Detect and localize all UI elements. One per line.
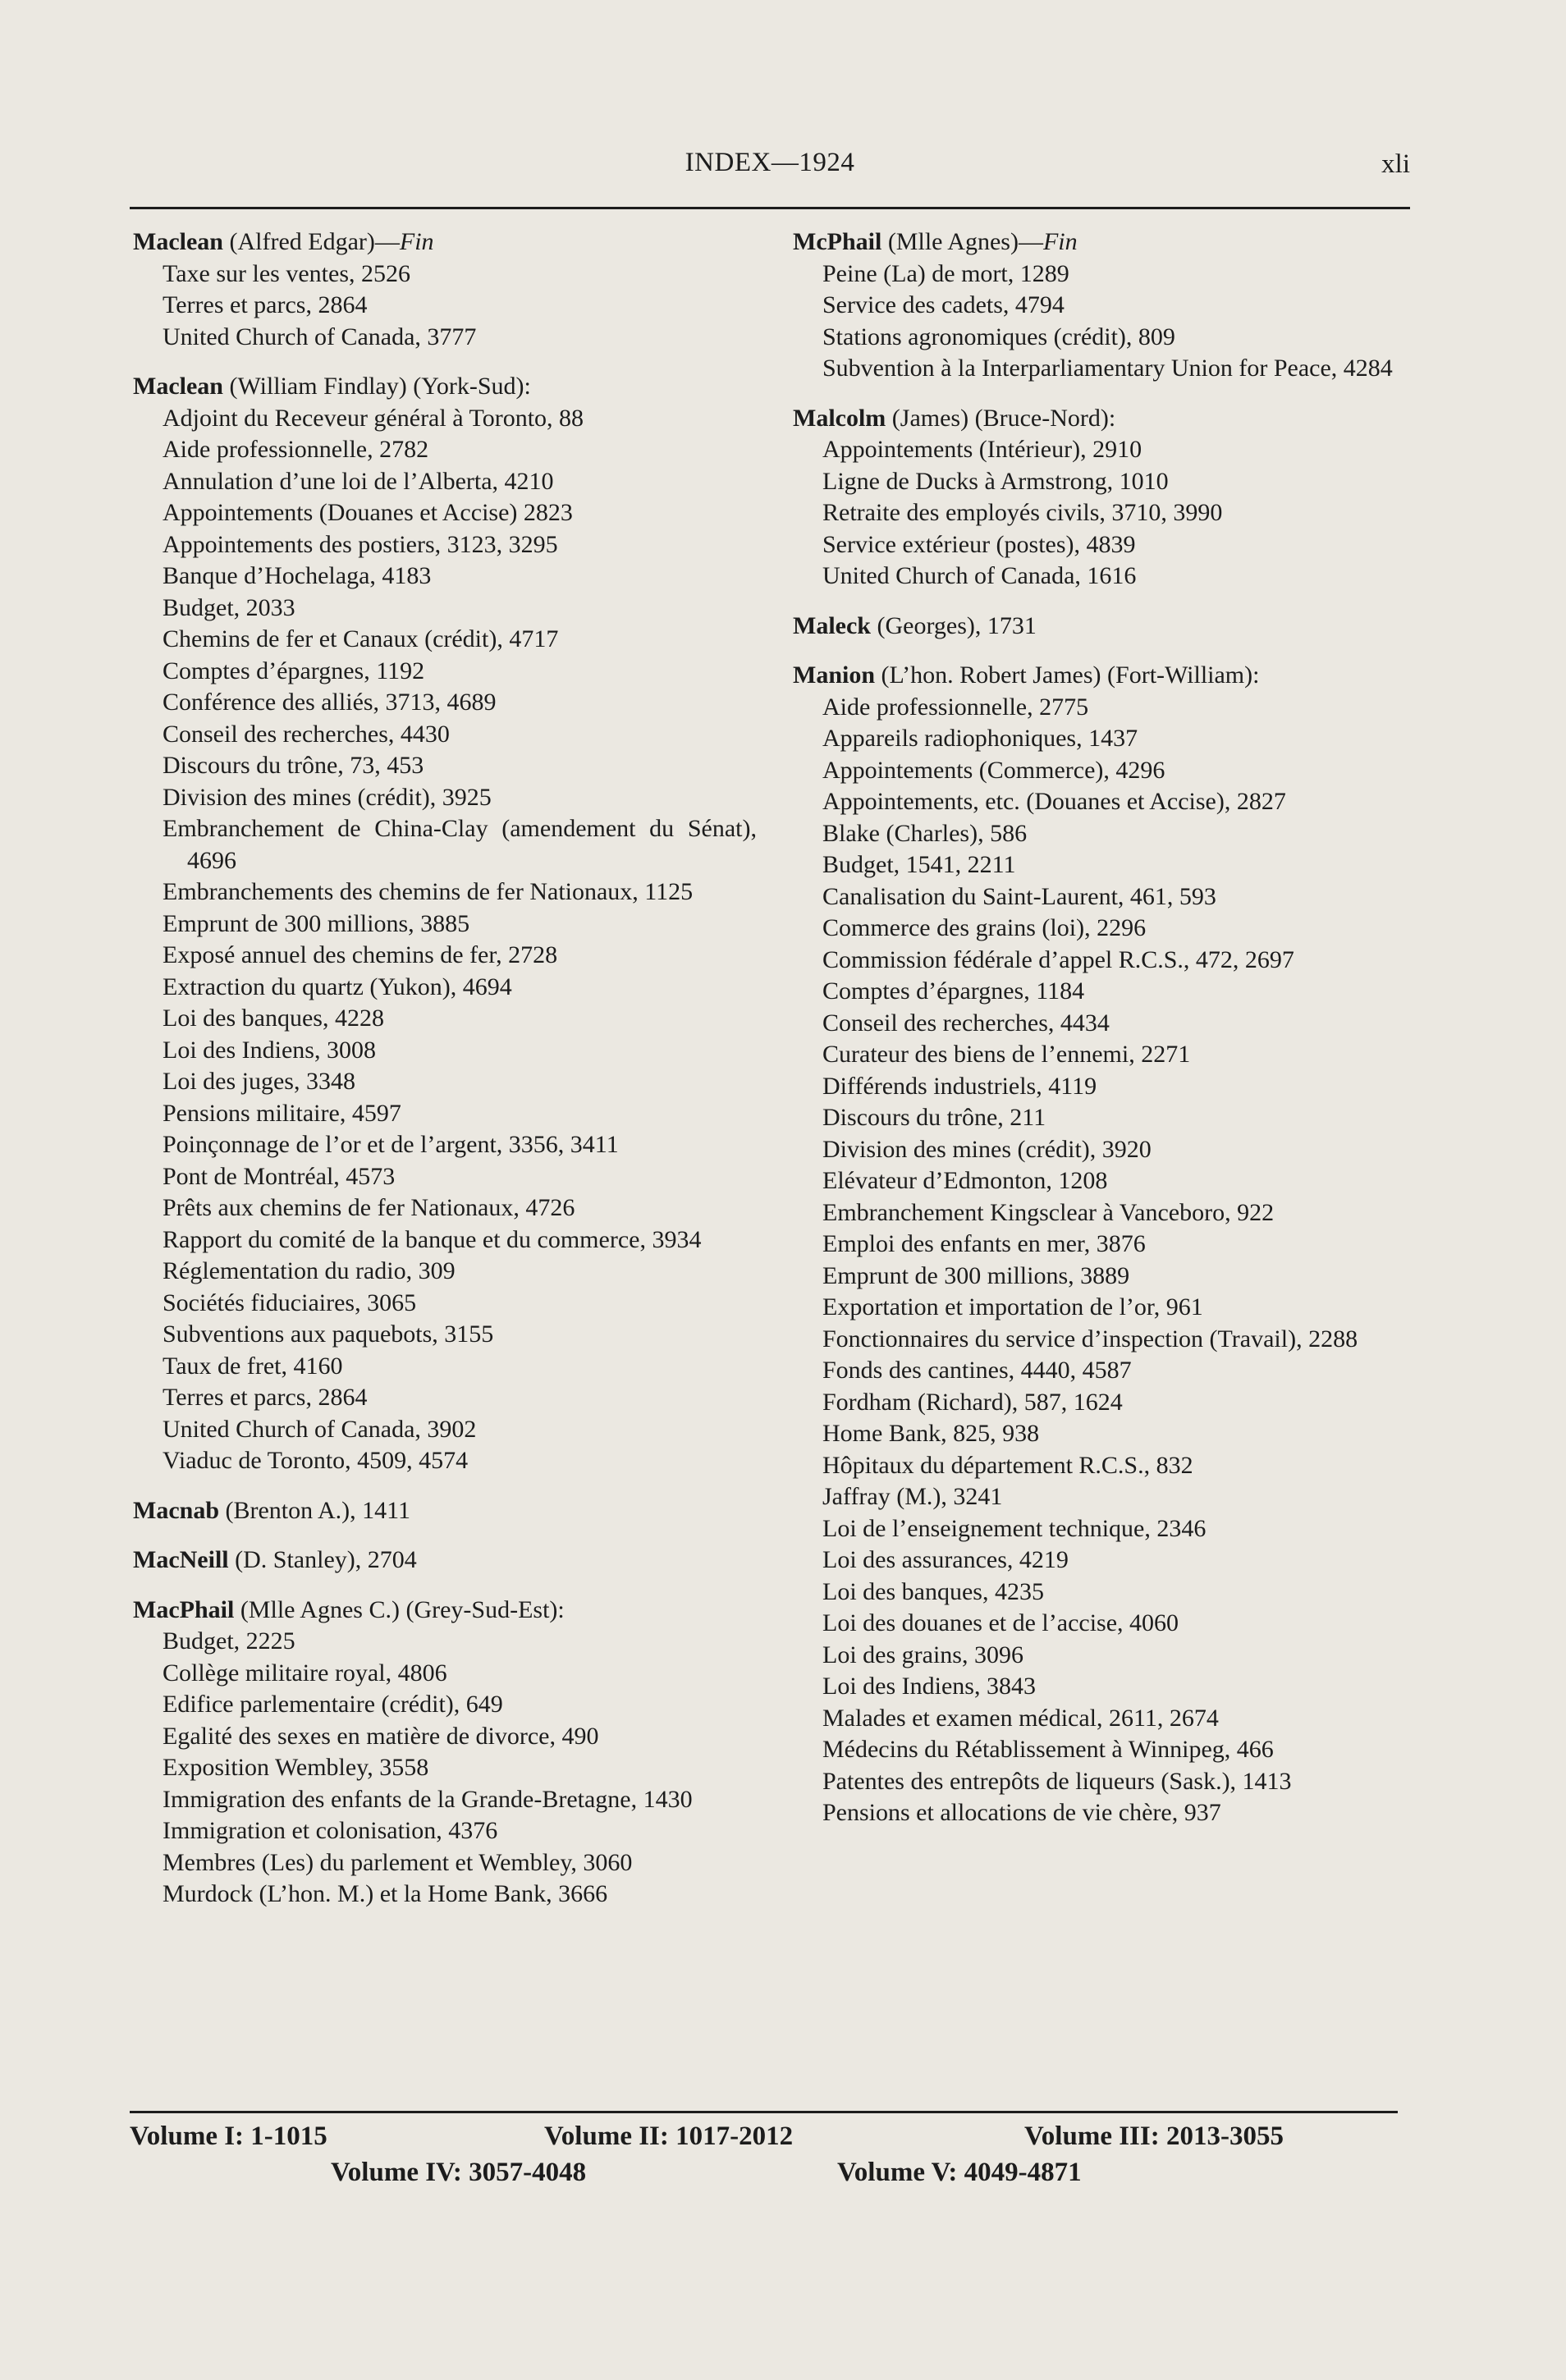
subentry: Stations agronomiques (crédit), 809 — [822, 323, 1175, 350]
entry-name: Manion — [793, 661, 876, 689]
subentry: Fonds des cantines, 4440, 4587 — [822, 1357, 1132, 1384]
subentry: Budget, 2225 — [163, 1627, 295, 1655]
subentry: Pensions et allocations de vie chère, 937 — [822, 1799, 1221, 1826]
entry-fin-marker: Fin — [399, 228, 434, 255]
subentry: Patentes des entrepôts de liqueurs (Sask.), 1413 — [822, 1767, 1292, 1795]
entry-heading — [793, 611, 1408, 643]
index-entry — [793, 660, 1408, 1829]
subentry: Commission fédérale d’appel R.C.S., 472, 2697 — [822, 945, 1294, 973]
index-entry — [133, 1495, 757, 1527]
subentry: Commerce des grains (loi), 2296 — [822, 914, 1147, 941]
subentry: Comptes d’épargnes, 1192 — [163, 657, 425, 684]
entry-heading — [133, 227, 757, 259]
index-entry — [133, 371, 757, 1477]
subentry: Emprunt de 300 millions, 3889 — [822, 1261, 1130, 1289]
subentry: Service des cadets, 4794 — [822, 291, 1065, 318]
subentry: Division des mines (crédit), 3920 — [822, 1135, 1152, 1163]
subentry: Taux de fret, 4160 — [163, 1352, 343, 1380]
entry-heading — [133, 1495, 757, 1527]
subentry: Conférence des alliés, 3713, 4689 — [163, 689, 497, 716]
subentry: Canalisation du Saint-Laurent, 461, 593 — [822, 882, 1216, 910]
footer-rule — [130, 2111, 1398, 2113]
index-entry — [133, 1595, 757, 1911]
subentry: Division des mines (crédit), 3925 — [163, 783, 492, 811]
subentry: Discours du trône, 73, 453 — [163, 752, 424, 779]
subentry: Appointements, etc. (Douanes et Accise), 2827 — [822, 788, 1286, 815]
entry-details: (Mlle Agnes C.) (Grey-Sud-Est): — [234, 1595, 565, 1623]
subentry: Jaffray (M.), 3241 — [822, 1483, 1003, 1510]
entry-heading — [793, 403, 1408, 435]
subentry: Blake (Charles), 586 — [822, 819, 1028, 847]
subentry: Appointements (Intérieur), 2910 — [822, 436, 1142, 463]
header-rule — [130, 207, 1410, 209]
entry-name: MacPhail — [133, 1595, 235, 1623]
page-header — [130, 148, 1410, 197]
subentry: Viaduc de Toronto, 4509, 4574 — [163, 1447, 469, 1474]
subentry: Appointements (Commerce), 4296 — [822, 756, 1165, 784]
subentry: Immigration et colonisation, 4376 — [163, 1817, 498, 1844]
subentry: Curateur des biens de l’ennemi, 2271 — [822, 1041, 1191, 1068]
subentry: Subventions aux paquebots, 3155 — [163, 1320, 494, 1348]
entry-details: (James) (Bruce-Nord): — [886, 404, 1116, 432]
subentry: Subvention à la Interparliamentary Union for Peace, 4284 — [822, 355, 1393, 382]
subentry: Loi des juges, 3348 — [163, 1068, 355, 1095]
subentry: Embranchement de China-Clay (amendement du Sénat), 4696 — [163, 815, 757, 874]
subentry: Taxe sur les ventes, 2526 — [163, 259, 410, 287]
subentry: Emploi des enfants en mer, 3876 — [822, 1230, 1146, 1257]
subentry: Budget, 2033 — [163, 593, 295, 621]
subentry: Loi de l’enseignement technique, 2346 — [822, 1514, 1207, 1542]
subentry: Elévateur d’Edmonton, 1208 — [822, 1167, 1108, 1194]
entry-details: (L’hon. Robert James) (Fort-William): — [875, 661, 1260, 689]
index-entry — [133, 227, 757, 353]
right-column — [793, 227, 1408, 1847]
subentry: Banque d’Hochelaga, 4183 — [163, 562, 432, 589]
subentry: Loi des douanes et de l’accise, 4060 — [822, 1609, 1179, 1636]
subentry: Prêts aux chemins de fer Nationaux, 4726 — [163, 1194, 575, 1221]
subentry: Service extérieur (postes), 4839 — [822, 530, 1136, 558]
entry-details: (Georges), 1731 — [870, 611, 1037, 639]
subentry: Terres et parcs, 2864 — [163, 291, 368, 318]
subentry: Immigration des enfants de la Grande-Bretagne, 1430 — [163, 1785, 693, 1813]
subentry: Discours du trône, 211 — [822, 1104, 1046, 1131]
subentry: Emprunt de 300 millions, 3885 — [163, 909, 470, 937]
entry-name: Macnab — [133, 1496, 219, 1524]
subentry: Extraction du quartz (Yukon), 4694 — [163, 973, 512, 1000]
subentry: Loi des Indiens, 3843 — [822, 1673, 1036, 1700]
left-column — [133, 227, 757, 1929]
index-entry — [133, 1545, 757, 1577]
entry-heading — [133, 1545, 757, 1577]
page-number: xli — [1381, 149, 1410, 179]
subentry: Sociétés fiduciaires, 3065 — [163, 1288, 417, 1316]
subentry: Terres et parcs, 2864 — [163, 1384, 368, 1411]
volume-footer — [130, 2121, 1410, 2204]
entry-name: Maleck — [793, 611, 871, 639]
subentry: Médecins du Rétablissement à Winnipeg, 466 — [822, 1736, 1274, 1763]
entry-heading — [133, 371, 757, 403]
volume-3-range: Volume III: 2013-3055 — [1024, 2121, 1284, 2151]
subentry: Membres (Les) du parlement et Wembley, 3060 — [163, 1848, 633, 1876]
subentry: Conseil des recherches, 4434 — [822, 1009, 1110, 1037]
subentry: Murdock (L’hon. M.) et la Home Bank, 3666 — [163, 1880, 608, 1907]
index-entry — [793, 403, 1408, 593]
subentry: Appointements des postiers, 3123, 3295 — [163, 530, 558, 558]
subentry: Conseil des recherches, 4430 — [163, 720, 450, 748]
subentry: Appareils radiophoniques, 1437 — [822, 725, 1138, 752]
entry-heading — [793, 227, 1408, 259]
entry-name: McPhail — [793, 228, 882, 255]
entry-details: (Brenton A.), 1411 — [219, 1496, 411, 1524]
subentry: Hôpitaux du département R.C.S., 832 — [822, 1451, 1193, 1479]
subentry: Egalité des sexes en matière de divorce, 490 — [163, 1722, 599, 1750]
subentry: Poinçonnage de l’or et de l’argent, 3356, 3411 — [163, 1131, 619, 1158]
subentry: Exposition Wembley, 3558 — [163, 1754, 429, 1781]
subentry: Loi des banques, 4228 — [163, 1005, 384, 1032]
subentry: Peine (La) de mort, 1289 — [822, 259, 1069, 287]
subentry: Loi des assurances, 4219 — [822, 1546, 1069, 1573]
subentry: Aide professionnelle, 2775 — [822, 693, 1089, 721]
subentry: Pont de Montréal, 4573 — [163, 1162, 396, 1190]
subentry: Malades et examen médical, 2611, 2674 — [822, 1704, 1219, 1732]
subentry: Différends industriels, 4119 — [822, 1072, 1097, 1100]
entry-fin-marker: Fin — [1042, 228, 1078, 255]
subentry: Embranchements des chemins de fer Nationaux, 1125 — [163, 878, 694, 905]
subentry: Fordham (Richard), 587, 1624 — [822, 1388, 1123, 1416]
subentry: Budget, 1541, 2211 — [822, 851, 1016, 878]
subentry: Annulation d’une loi de l’Alberta, 4210 — [163, 467, 554, 495]
entry-details: (Mlle Agnes)— — [881, 228, 1043, 255]
subentry: Réglementation du radio, 309 — [163, 1257, 456, 1284]
index-entry — [793, 227, 1408, 385]
subentry: Comptes d’épargnes, 1184 — [822, 977, 1085, 1005]
entry-details: (Alfred Edgar)— — [222, 228, 400, 255]
subentry: Collège militaire royal, 4806 — [163, 1659, 447, 1687]
subentry: Chemins de fer et Canaux (crédit), 4717 — [163, 625, 559, 652]
subentry: Loi des banques, 4235 — [822, 1577, 1044, 1605]
entry-name: Maclean — [133, 228, 223, 255]
entry-name: Maclean — [133, 373, 223, 400]
entry-name: MacNeill — [133, 1546, 229, 1573]
volume-4-range: Volume IV: 3057-4048 — [331, 2158, 587, 2187]
subentry: Embranchement Kingsclear à Vanceboro, 922 — [822, 1198, 1275, 1226]
entry-name: Malcolm — [793, 404, 886, 432]
subentry: Home Bank, 825, 938 — [822, 1420, 1040, 1447]
subentry: United Church of Canada, 3902 — [163, 1415, 477, 1443]
subentry: United Church of Canada, 3777 — [163, 323, 477, 350]
index-entry — [793, 611, 1408, 643]
subentry: Adjoint du Receveur général à Toronto, 88 — [163, 404, 584, 432]
volume-1-range: Volume I: 1-1015 — [130, 2121, 327, 2151]
subentry: Edifice parlementaire (crédit), 649 — [163, 1691, 503, 1718]
entry-details: (William Findlay) (York-Sud): — [222, 373, 531, 400]
entry-heading — [793, 660, 1408, 692]
subentry: Ligne de Ducks à Armstrong, 1010 — [822, 467, 1169, 495]
subentry: Pensions militaire, 4597 — [163, 1099, 401, 1127]
subentry: Retraite des employés civils, 3710, 3990 — [822, 499, 1223, 526]
subentry: Exposé annuel des chemins de fer, 2728 — [163, 941, 558, 968]
entry-details: (D. Stanley), 2704 — [228, 1546, 417, 1573]
subentry: United Church of Canada, 1616 — [822, 562, 1137, 589]
subentry: Fonctionnaires du service d’inspection (Travail), 2288 — [822, 1325, 1358, 1352]
subentry: Loi des grains, 3096 — [822, 1641, 1023, 1668]
subentry: Appointements (Douanes et Accise) 2823 — [163, 499, 573, 526]
volume-5-range: Volume V: 4049-4871 — [837, 2158, 1082, 2187]
subentry: Aide professionnelle, 2782 — [163, 436, 429, 463]
entry-heading — [133, 1595, 757, 1627]
subentry: Rapport du comité de la banque et du commerce, 3934 — [163, 1225, 702, 1253]
page-title: INDEX—1924 — [685, 148, 855, 177]
subentry: Exportation et importation de l’or, 961 — [822, 1293, 1203, 1320]
volume-2-range: Volume II: 1017-2012 — [544, 2121, 794, 2151]
subentry: Loi des Indiens, 3008 — [163, 1036, 376, 1064]
